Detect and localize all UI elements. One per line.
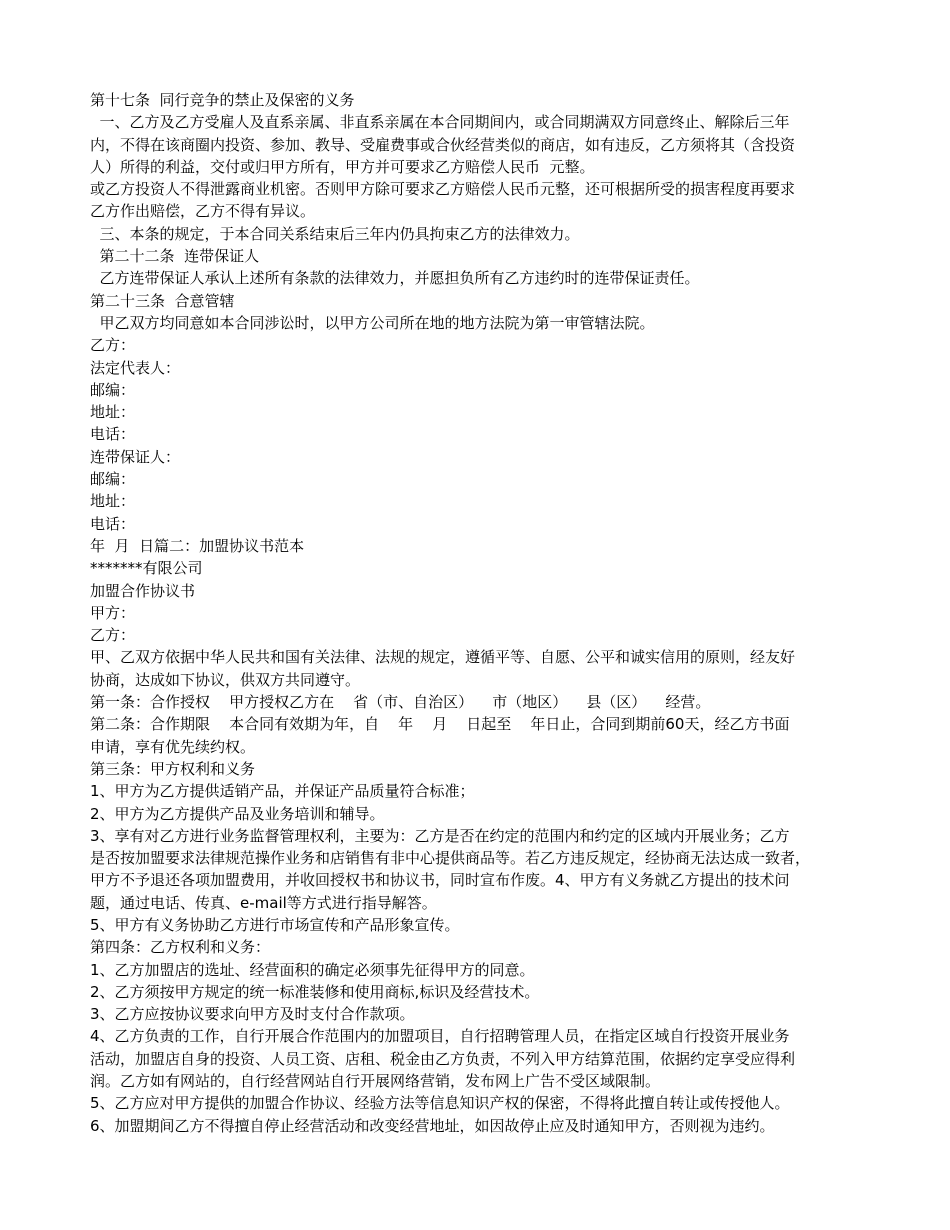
list-item: 4、乙方负责的工作，自行开展合作范围内的加盟项目，自行招聘管理人员，在指定区域自行投资开展业务 [90, 1027, 790, 1046]
clause-23-heading: 第二十三条 合意管辖 [90, 291, 235, 310]
signature-field-guarantor: 连带保证人： [90, 447, 181, 466]
signature-field-address: 地址： [90, 492, 136, 511]
clause-17-heading: 第十七条 同行竞争的禁止及保密的义务 [90, 91, 355, 109]
text-line: 乙方连带保证人承认上述所有条款的法律效力，并愿担负所有乙方违约时的连带保证责任。 [90, 269, 700, 288]
list-item: 3、乙方应按协议要求向甲方及时支付合作款项。 [90, 1005, 415, 1024]
text-line: 甲方不予退还各项加盟费用，并收回授权书和协议书，同时宣布作废。4、甲方有义务就乙方提出的技术问 [90, 871, 790, 890]
document-body [90, 89, 870, 1137]
clause-22-heading: 第二十二条 连带保证人 [90, 247, 260, 266]
article-4-heading: 第四条：乙方权利和义务： [90, 938, 271, 957]
list-item: 5、甲方有义务协助乙方进行市场宣传和产品形象宣传。 [90, 915, 460, 934]
text-line: 内，不得在该商圈内投资、参加、教导、受雇费事或合伙经营类似的商店，如有违反，乙方须将其（含投资 [90, 135, 796, 154]
list-item: 3、享有对乙方进行业务监督管理权利，主要为：乙方是否在约定的范围内和约定的区域内开展业务；乙方 [90, 826, 790, 845]
company-name: *******有限公司 [90, 559, 203, 578]
list-item: 2、乙方须按甲方规定的统一标准装修和使用商标,标识及经营技术。 [90, 982, 540, 1001]
signature-field-phone: 电话： [90, 425, 136, 444]
signature-field-postcode: 邮编： [90, 380, 136, 399]
signature-field-legal-rep: 法定代表人： [90, 358, 181, 377]
text-line: 甲乙双方均同意如本合同涉讼时，以甲方公司所在地的地方法院为第一审管辖法院。 [90, 313, 655, 332]
article-3-heading: 第三条：甲方权利和义务 [90, 759, 256, 778]
text-line: 乙方作出赔偿，乙方不得有异议。 [90, 202, 316, 221]
text-line: 三、本条的规定，于本合同关系结束后三年内仍具拘束乙方的法律效力。 [90, 224, 580, 243]
text-line: 或乙方投资人不得泄露商业机密。否则甲方除可要求乙方赔偿人民币元整，还可根据所受的损害程度再要求 [90, 180, 796, 199]
text-line: 润。乙方如有网站的，自行经营网站自行开展网络营销，发布网上广告不受区域限制。 [90, 1072, 661, 1091]
signature-field-address: 地址： [90, 403, 136, 422]
list-item: 1、乙方加盟店的选址、经营面积的确定必须事先征得甲方的同意。 [90, 960, 535, 979]
list-item: 6、加盟期间乙方不得擅自停止经营活动和改变经营地址，如因故停止应及时通知甲方，否则视为违约。 [90, 1116, 775, 1135]
text-line: 申请，享有优先续约权。 [90, 737, 256, 756]
list-item: 5、乙方应对甲方提供的加盟合作协议、经验方法等信息知识产权的保密，不得将此擅自转让或传授他人。 [90, 1094, 790, 1113]
signature-field-postcode: 邮编： [90, 470, 136, 489]
list-item: 1、甲方为乙方提供适销产品，并保证产品质量符合标准； [90, 782, 475, 801]
signature-field-phone: 电话： [90, 514, 136, 533]
text-line: 是否按加盟要求法律规范操作业务和店销售有非中心提供商品等。若乙方违反规定，经协商无法达成一致者， [90, 849, 811, 868]
party-b-field: 乙方： [90, 626, 136, 645]
date-and-section-heading: 年 月 日篇二：加盟协议书范本 [90, 536, 305, 555]
text-line: 题，通过电话、传真、e-mail等方式进行指导解答。 [90, 893, 437, 912]
text-line: 人）所得的利益，交付或归甲方所有，甲方并可要求乙方赔偿人民币 元整。 [90, 157, 595, 176]
text-line: 甲、乙双方依据中华人民共和国有关法律、法规的规定，遵循平等、自愿、公平和诚实信用的原则，经友好 [90, 648, 796, 667]
signature-field-party-b: 乙方： [90, 336, 136, 355]
article-2: 第二条：合作期限 本合同有效期为年，自 年 月 日起至 年日止，合同到期前60天，经乙方书面 [90, 715, 790, 734]
list-item: 2、甲方为乙方提供产品及业务培训和辅导。 [90, 804, 385, 823]
text-line: 一、乙方及乙方受雇人及直系亲属、非直系亲属在本合同期间内，或合同期满双方同意终止、解除后三年 [90, 113, 790, 132]
article-1: 第一条：合作授权 甲方授权乙方在 省（市、自治区） 市（地区） 县（区） 经营。 [90, 693, 711, 712]
text-line: 活动，加盟店自身的投资、人员工资、店租、税金由乙方负责，不列入甲方结算范围，依据约定享受应得利 [90, 1049, 796, 1068]
party-a-field: 甲方： [90, 603, 136, 622]
agreement-title: 加盟合作协议书 [90, 581, 196, 600]
text-line: 协商，达成如下协议，供双方共同遵守。 [90, 670, 361, 689]
